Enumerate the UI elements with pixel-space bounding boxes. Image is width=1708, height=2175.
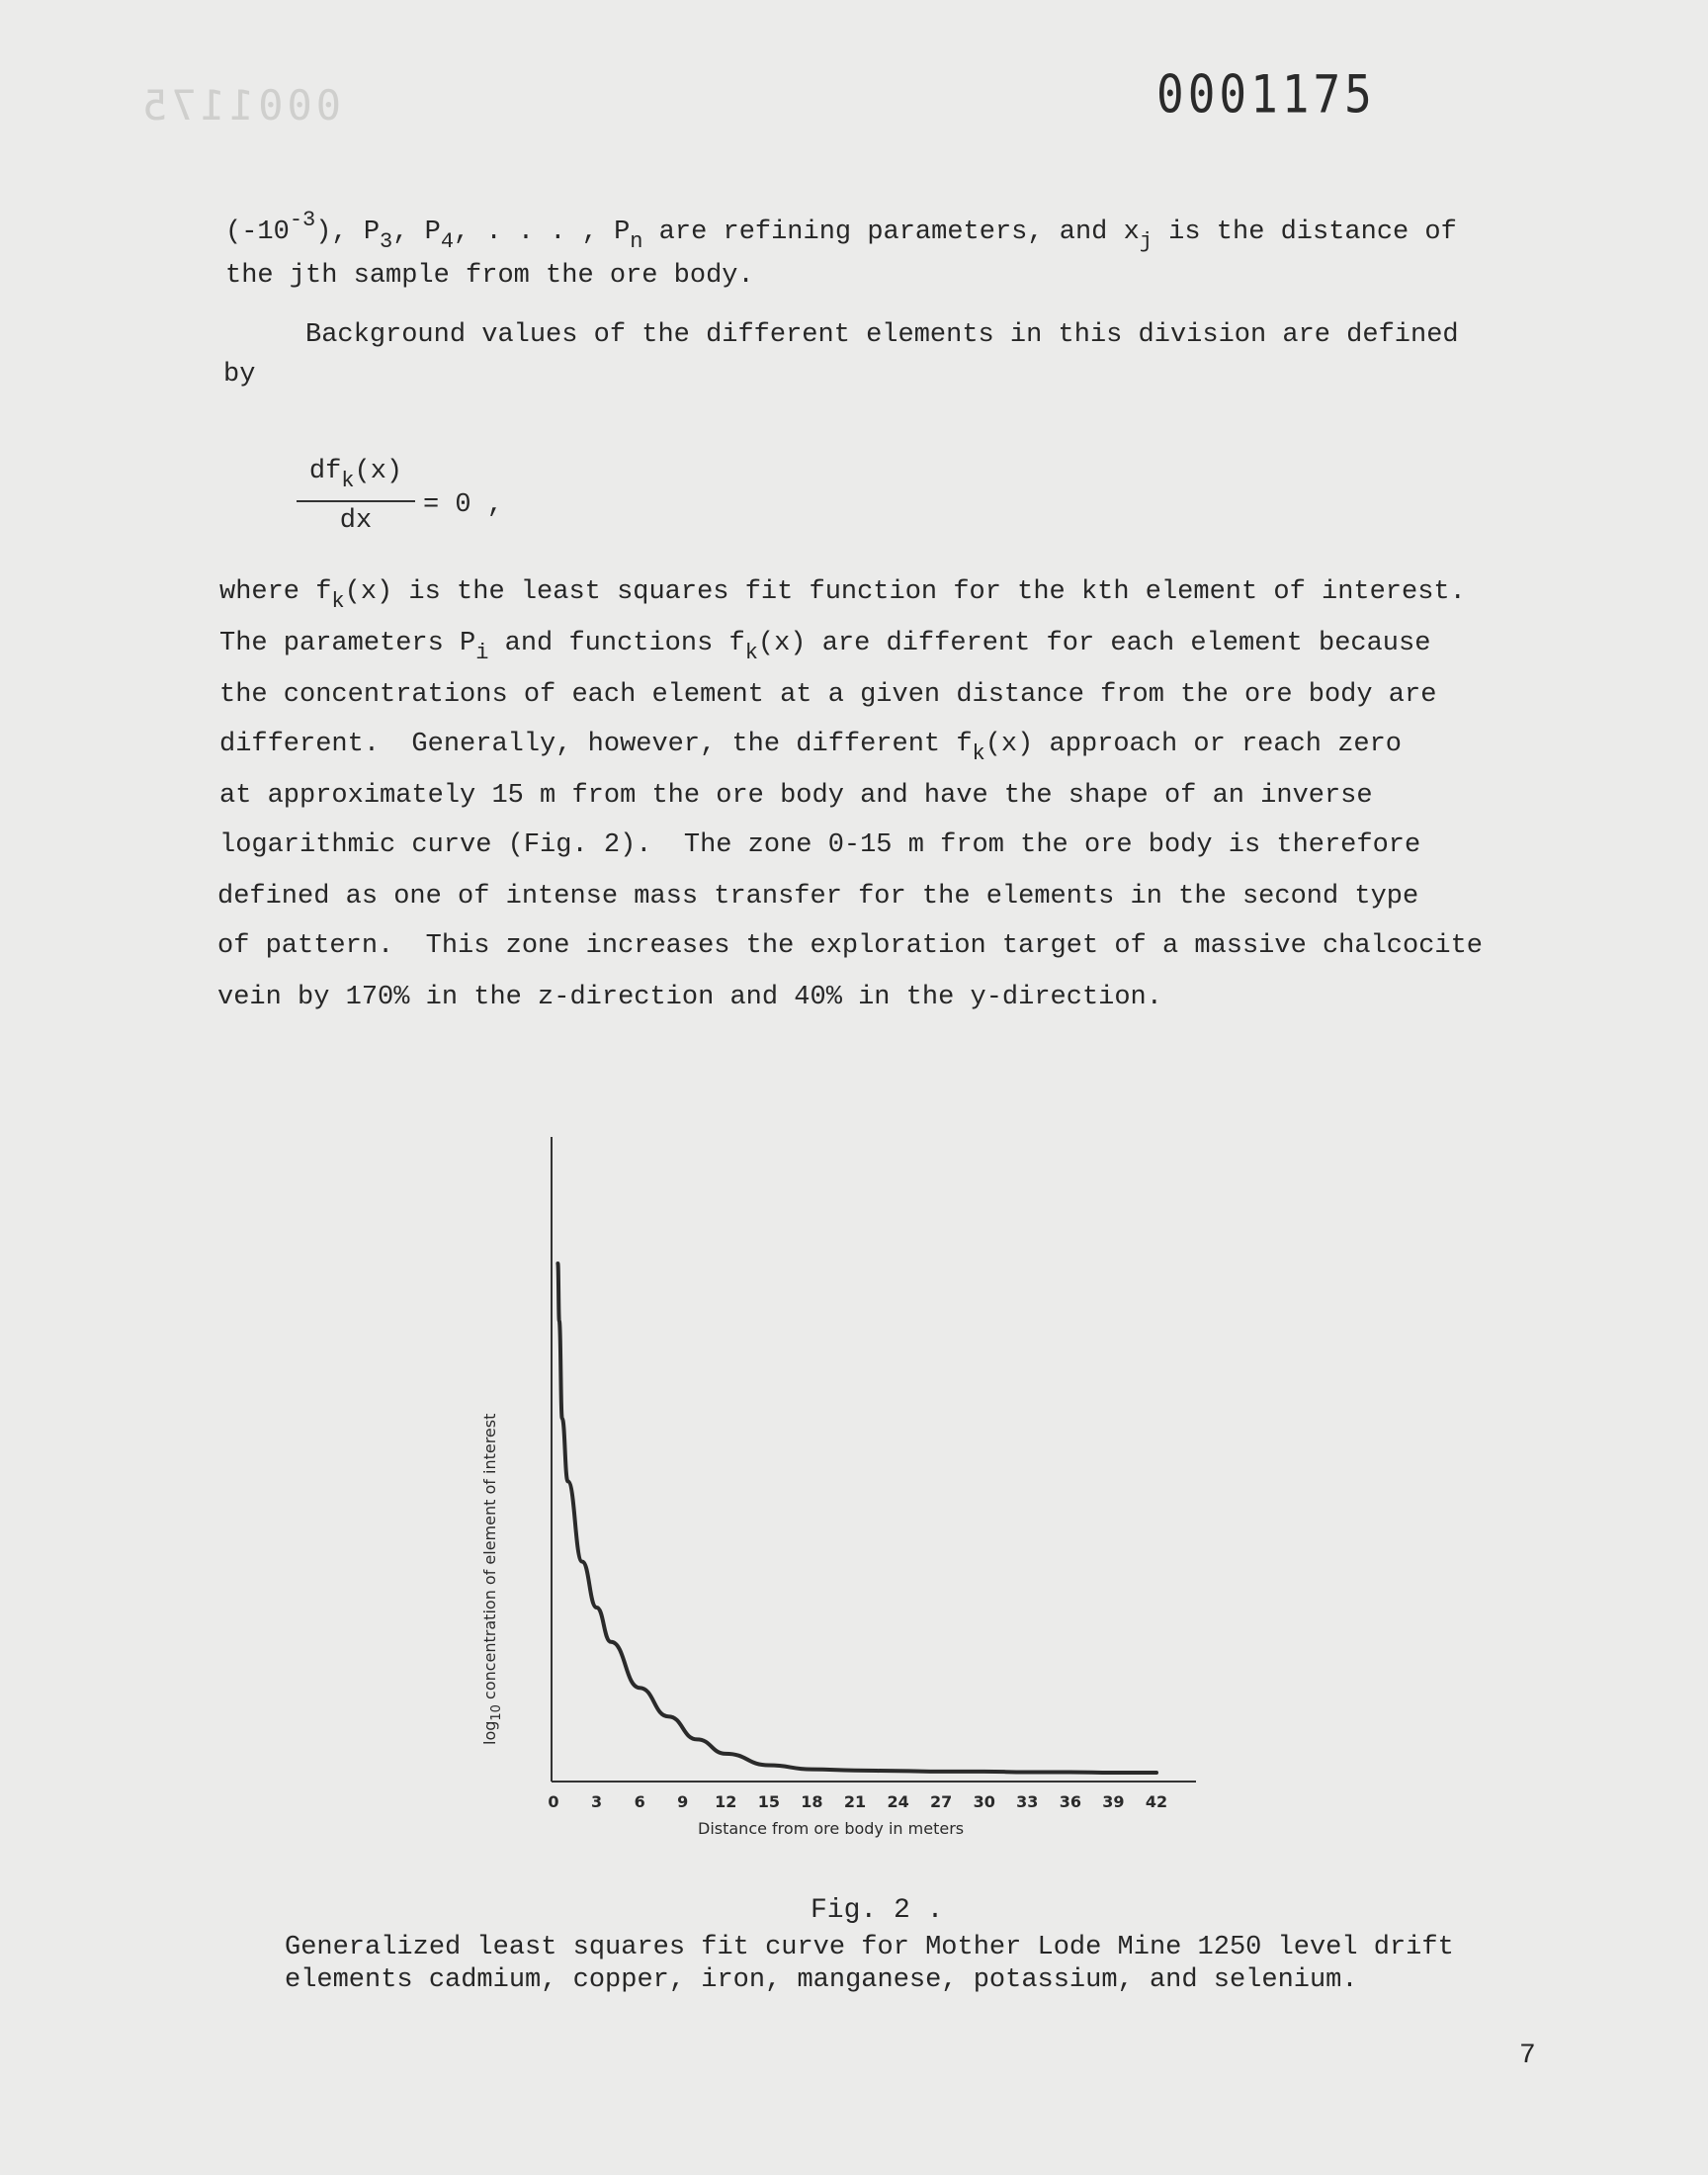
text-line-9: at approximately 15 m from the ore body and have the shape of an inverse xyxy=(219,781,1373,811)
x-tick-label: 3 xyxy=(591,1792,603,1811)
x-tick-label: 39 xyxy=(1102,1792,1125,1811)
x-tick-label: 33 xyxy=(1016,1792,1039,1811)
fraction-bar xyxy=(297,500,415,502)
text-line-11: defined as one of intense mass transfer for the elements in the second type xyxy=(217,882,1419,912)
fit-curve-chart xyxy=(474,1127,1206,1839)
text-line-8: different. Generally, however, the different $f_k(x)$ approach or reach zero xyxy=(219,730,1403,766)
x-tick-label: 9 xyxy=(677,1792,689,1811)
x-tick-label: 0 xyxy=(548,1792,559,1811)
x-tick-label: 24 xyxy=(887,1792,909,1811)
text-line-5: where $f_k(x)$ is the least squares fit function for the kth element of interest. xyxy=(219,577,1466,614)
x-tick-label: 12 xyxy=(715,1792,737,1811)
x-axis-label: Distance from ore body in meters xyxy=(698,1819,965,1838)
bleed-through-number: 0001175 xyxy=(138,81,342,130)
derivative-fraction xyxy=(297,457,415,536)
x-tick-label: 18 xyxy=(801,1792,823,1811)
x-tick-label: 21 xyxy=(843,1792,867,1811)
text-line-4: by xyxy=(223,360,256,390)
x-tick-label: 15 xyxy=(757,1792,780,1811)
figure-title: Fig. 2 . xyxy=(811,1895,944,1926)
x-tick-label: 6 xyxy=(634,1792,645,1811)
fraction-denominator: dx xyxy=(339,506,373,536)
text-line-3: Background values of the different elements in this division are defined xyxy=(225,320,1459,350)
text-line-10: logarithmic curve (Fig. 2). The zone 0-15 m from the ore body is therefore xyxy=(219,830,1421,860)
text-line-13: vein by 170% in the z-direction and 40% in the y-direction. xyxy=(217,983,1162,1012)
text-line-1: $(-10^{-3})$, $P_3$, $P_4$, . . . , $P_n$ are refining parameters, and $x_j$ is the distance of xyxy=(225,208,1457,254)
text-line-12: of pattern. This zone increases the exploration target of a massive chalcocite xyxy=(217,931,1484,961)
x-tick-label: 27 xyxy=(930,1792,953,1811)
page-number: 7 xyxy=(1519,2041,1536,2071)
fraction-numerator: $df_k(x)$ xyxy=(308,457,403,493)
figure-caption: Generalized least squares fit curve for Mother Lode Mine 1250 level drift elements cadmium, copper, iron, manganese, potassium, and selenium. xyxy=(285,1933,1454,1995)
x-tick-label: 36 xyxy=(1059,1792,1081,1811)
text-line-2: the jth sample from the ore body. xyxy=(225,261,754,291)
y-axis-label: $\log_{10}$ concentration of element of interest xyxy=(480,1413,504,1745)
x-tick-label: 42 xyxy=(1145,1792,1168,1811)
equation-rhs: = 0 , xyxy=(423,490,504,520)
x-tick-label: 30 xyxy=(973,1792,995,1811)
document-number: 0001175 xyxy=(1156,62,1376,126)
text-line-7: the concentrations of each element at a given distance from the ore body are xyxy=(219,680,1437,710)
fit-curve-line xyxy=(557,1263,1156,1773)
text-line-6: The parameters $P_i$ and functions $f_k(x)$ are different for each element because xyxy=(219,629,1431,665)
